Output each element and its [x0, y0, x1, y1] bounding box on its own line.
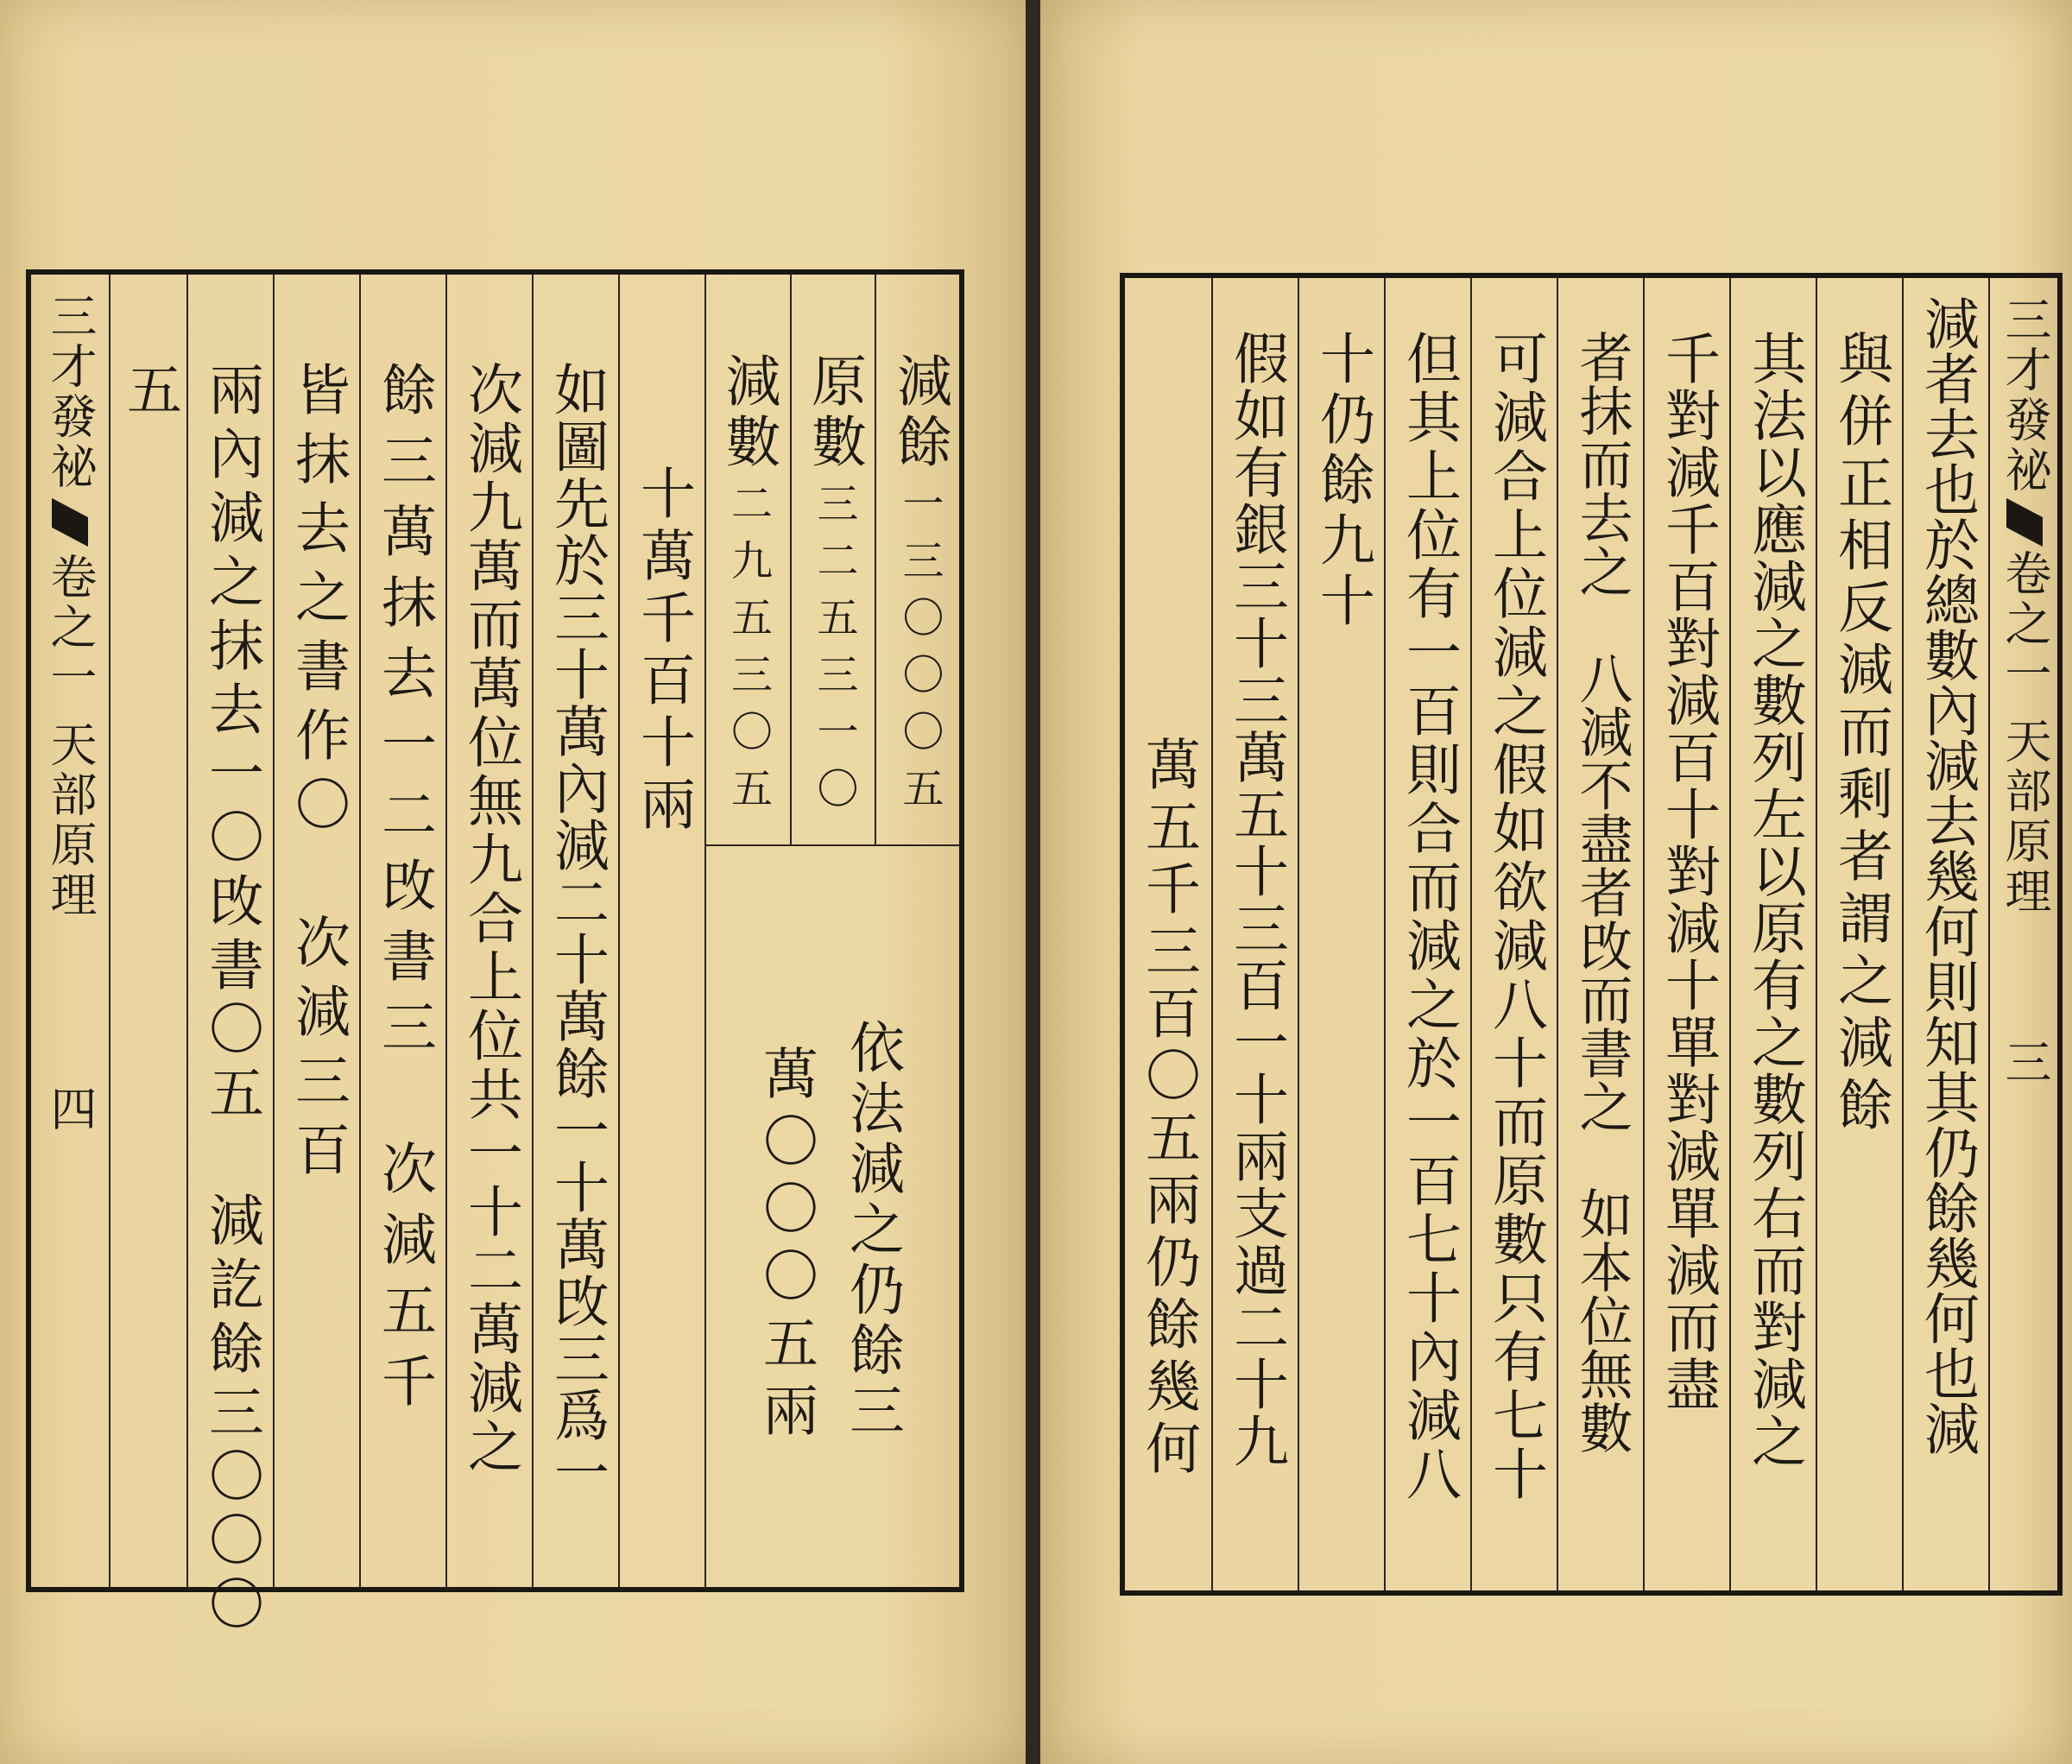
left-page [0, 0, 1032, 1764]
text-column-7: 但其上位有一百則合而減之於一百七十內減八 [1384, 278, 1472, 1590]
text-column-5: 兩內減之抹去一〇攺書〇五 減訖餘三〇〇〇 [186, 275, 275, 1587]
margin-volume: 卷之一 [43, 553, 98, 703]
right-page [1040, 0, 2072, 1764]
left-margin-column [31, 275, 109, 1587]
result-value: 萬〇〇〇五兩 [754, 1045, 818, 1449]
margin-page-number: 三 [1998, 1038, 2052, 1088]
text-column-8: 十仍餘九十 [1298, 278, 1386, 1590]
right-text-frame [1120, 273, 2063, 1596]
margin-section: 天部原理 [43, 720, 98, 920]
jianshu-digits: 二九五三〇五 [723, 482, 773, 824]
yuanshu-digits: 三二五三一〇 [810, 482, 858, 824]
margin-volume: 卷之一 [1998, 549, 2052, 699]
margin-title: 三才發祕 [1998, 295, 2052, 496]
row-jianshu [706, 275, 790, 844]
text-column-9: 假如有銀三十三萬五十三百一十兩支過二十九 [1211, 278, 1299, 1590]
fishtail-mark-icon [2006, 498, 2043, 547]
text-column-4: 千對減千百對減百十對減十單對減單減而盡 [1643, 278, 1731, 1590]
jianyu-digits: 一三〇〇〇五 [895, 482, 944, 824]
margin-section: 天部原理 [1998, 717, 2052, 917]
calc-table-grid [706, 275, 961, 844]
text-column-10: 萬五千三百〇五兩仍餘幾何 [1136, 736, 1200, 1482]
text-column-5: 者抹而去之 八減不盡者攺而書之 如本位無數 [1557, 278, 1645, 1590]
row-jianyu [875, 275, 963, 844]
calc-table [704, 275, 961, 1587]
text-column-4: 皆抹去之書作〇 次減三百 [273, 275, 361, 1587]
text-column-3: 其法以應減之數列左以原有之數列右而對減之 [1729, 278, 1817, 1590]
margin-page-number: 四 [43, 1084, 98, 1135]
text-column-3: 餘三萬抹去一二攺書三 次減五千 [359, 275, 447, 1587]
text-column-6: 五 [109, 275, 188, 1587]
place-labels-column [618, 275, 706, 1587]
header-jianyu: 減餘 [888, 352, 951, 473]
text-column-2: 次減九萬而萬位無九合上位共一十二萬減之 [445, 275, 534, 1587]
text-column-1: 減者去也於總數內減去幾何則知其仍餘幾何也減 [1902, 278, 1990, 1590]
text-column-6: 可減合上位減之假如欲減八十而原數只有七十 [1470, 278, 1558, 1590]
header-yuanshu: 原數 [802, 352, 866, 473]
row-yuanshu [790, 275, 876, 844]
margin-title: 三才發祕 [43, 292, 98, 492]
result-text: 依法減之仍餘三 [840, 1019, 904, 1442]
left-text-frame [26, 269, 964, 1639]
text-column-2: 與併正相反減而剩者謂之減餘 [1816, 278, 1904, 1590]
result-box [706, 846, 961, 1587]
header-jianshu: 減數 [716, 352, 780, 473]
text-column-1: 如圖先於三十萬內減二十萬餘一十萬攺三爲一 [532, 275, 620, 1587]
fishtail-mark-icon [52, 498, 88, 547]
right-margin-column [1988, 278, 2059, 1590]
place-labels: 十萬千百十兩 [631, 465, 695, 838]
